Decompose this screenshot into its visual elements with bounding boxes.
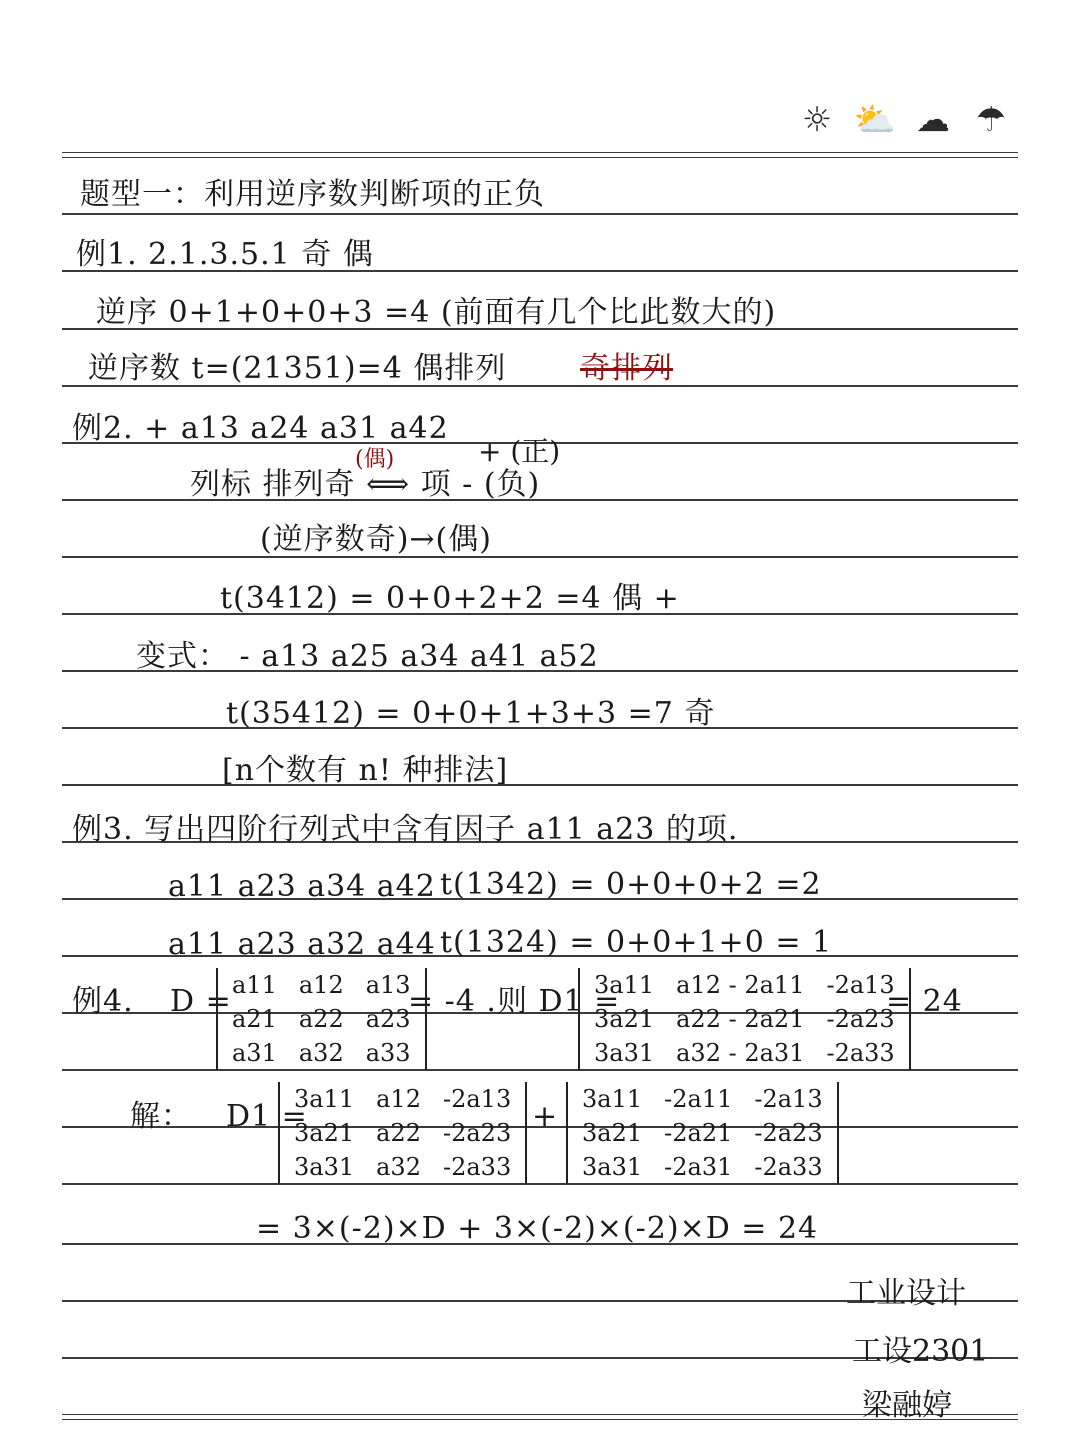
solution-result: = 3×(-2)×D + 3×(-2)×(-2)×D = 24: [256, 1211, 819, 1246]
example-1-struck-note: 奇排列: [580, 351, 673, 386]
example-4-label: 例4.: [72, 984, 134, 1019]
matrix-cell: -2a21: [664, 1119, 733, 1147]
matrix-cell: -2a13: [442, 1085, 512, 1113]
determinant-D1: [578, 968, 911, 1070]
signature-name: 梁融婷: [862, 1388, 952, 1423]
example-3-inversion-2: t(1324) = 0+0+1+0 = 1: [440, 925, 833, 960]
ruled-line: [62, 1183, 1018, 1185]
matrix-cell: a33: [365, 1039, 411, 1067]
matrix-cell: 3a21: [594, 1005, 655, 1033]
rain-icon: ☂: [975, 100, 1007, 140]
signature-class: 工设2301: [852, 1334, 989, 1369]
example-3-term-1: a11 a23 a34 a42: [168, 869, 436, 904]
example-1-line-1: 例1. 2.1.3.5.1 奇 偶: [76, 237, 374, 272]
ruled-line: [62, 784, 1018, 786]
matrix-cell: a32: [376, 1153, 421, 1181]
example-2-line-6: t(35412) = 0+0+1+3+3 =7 奇: [226, 696, 716, 731]
example-2-line-4: t(3412) = 0+0+2+2 =4 偶 +: [220, 581, 680, 616]
example-3-term-2: a11 a23 a32 a44: [168, 927, 436, 962]
solution-D1-label: D1 =: [226, 1099, 308, 1134]
matrix-cell: a22: [298, 1005, 344, 1033]
example-1-line-3: 逆序数 t=(21351)=4 偶排列: [88, 351, 507, 386]
matrix-cell: 3a11: [594, 971, 655, 999]
example-2-sign-mark: + (正): [478, 435, 561, 468]
matrix-cell: -2a11: [664, 1085, 733, 1113]
matrix-cell: a31: [232, 1039, 277, 1067]
weather-icons: [795, 100, 1013, 140]
example-2-red-note: (偶): [355, 447, 395, 472]
matrix-cell: a11: [232, 971, 277, 999]
example-2-line-5: 变式： - a13 a25 a34 a41 a52: [136, 639, 599, 674]
matrix-cell: 3a31: [594, 1039, 655, 1067]
matrix-cell: a32 - 2a31: [676, 1039, 805, 1067]
matrix-cell: 3a31: [582, 1153, 643, 1181]
matrix-cell: -2a33: [754, 1153, 823, 1181]
matrix-cell: a13: [365, 971, 411, 999]
example-2-line-2: 列标 排列奇 ⟺ 项 - (负): [190, 467, 541, 502]
matrix-cell: -2a33: [442, 1153, 512, 1181]
matrix-cell: -2a13: [826, 971, 895, 999]
ruled-line: [62, 213, 1018, 215]
matrix-cell: a23: [365, 1005, 411, 1033]
determinant-D-value: = -4 .则 D1 =: [408, 984, 621, 1019]
example-3-line-1: 例3. 写出四阶行列式中含有因子 a11 a23 的项.: [72, 812, 739, 847]
matrix-cell: 3a11: [582, 1085, 643, 1113]
solution-determinant-1: [278, 1082, 527, 1184]
example-2-line-3: (逆序数奇)→(偶): [260, 522, 492, 557]
example-1-line-2: 逆序 0+1+0+0+3 =4 (前面有几个比此数大的): [96, 295, 777, 330]
matrix-cell: a12: [376, 1085, 421, 1113]
matrix-cell: a12: [298, 971, 344, 999]
matrix-cell: a22 - 2a21: [676, 1005, 805, 1033]
example-2-line-7: [n个数有 n! 种排法]: [222, 753, 509, 788]
matrix-cell: -2a33: [826, 1039, 895, 1067]
matrix-cell: 3a21: [294, 1119, 355, 1147]
determinant-D-label: D =: [170, 984, 232, 1019]
signature-major: 工业设计: [846, 1276, 966, 1311]
section-heading: 题型一：利用逆序数判断项的正负: [80, 177, 545, 212]
matrix-cell: a32: [298, 1039, 344, 1067]
determinant-D1-value: = 24: [886, 984, 963, 1019]
cloudy-icon: ☁: [916, 100, 950, 140]
sun-icon: ☼: [801, 100, 833, 140]
partly-cloudy-icon: ⛅: [853, 100, 897, 140]
solution-determinant-2: [566, 1082, 839, 1184]
matrix-cell: -2a23: [754, 1119, 823, 1147]
matrix-cell: a12 - 2a11: [676, 971, 805, 999]
matrix-cell: 3a21: [582, 1119, 643, 1147]
matrix-cell: 3a11: [294, 1085, 355, 1113]
solution-plus: +: [532, 1099, 559, 1134]
matrix-cell: -2a13: [754, 1085, 823, 1113]
example-3-inversion-1: t(1342) = 0+0+0+2 =2: [440, 867, 822, 902]
solution-label: 解：: [130, 1099, 192, 1134]
ruled-line: [62, 152, 1018, 158]
matrix-cell: a22: [376, 1119, 421, 1147]
matrix-cell: 3a31: [294, 1153, 355, 1181]
matrix-cell: -2a31: [664, 1153, 733, 1181]
matrix-cell: -2a23: [826, 1005, 895, 1033]
matrix-cell: -2a23: [442, 1119, 512, 1147]
matrix-cell: a21: [232, 1005, 277, 1033]
determinant-D: [216, 968, 427, 1070]
example-2-line-1: 例2. + a13 a24 a31 a42: [72, 411, 449, 446]
ruled-line: [62, 556, 1018, 558]
